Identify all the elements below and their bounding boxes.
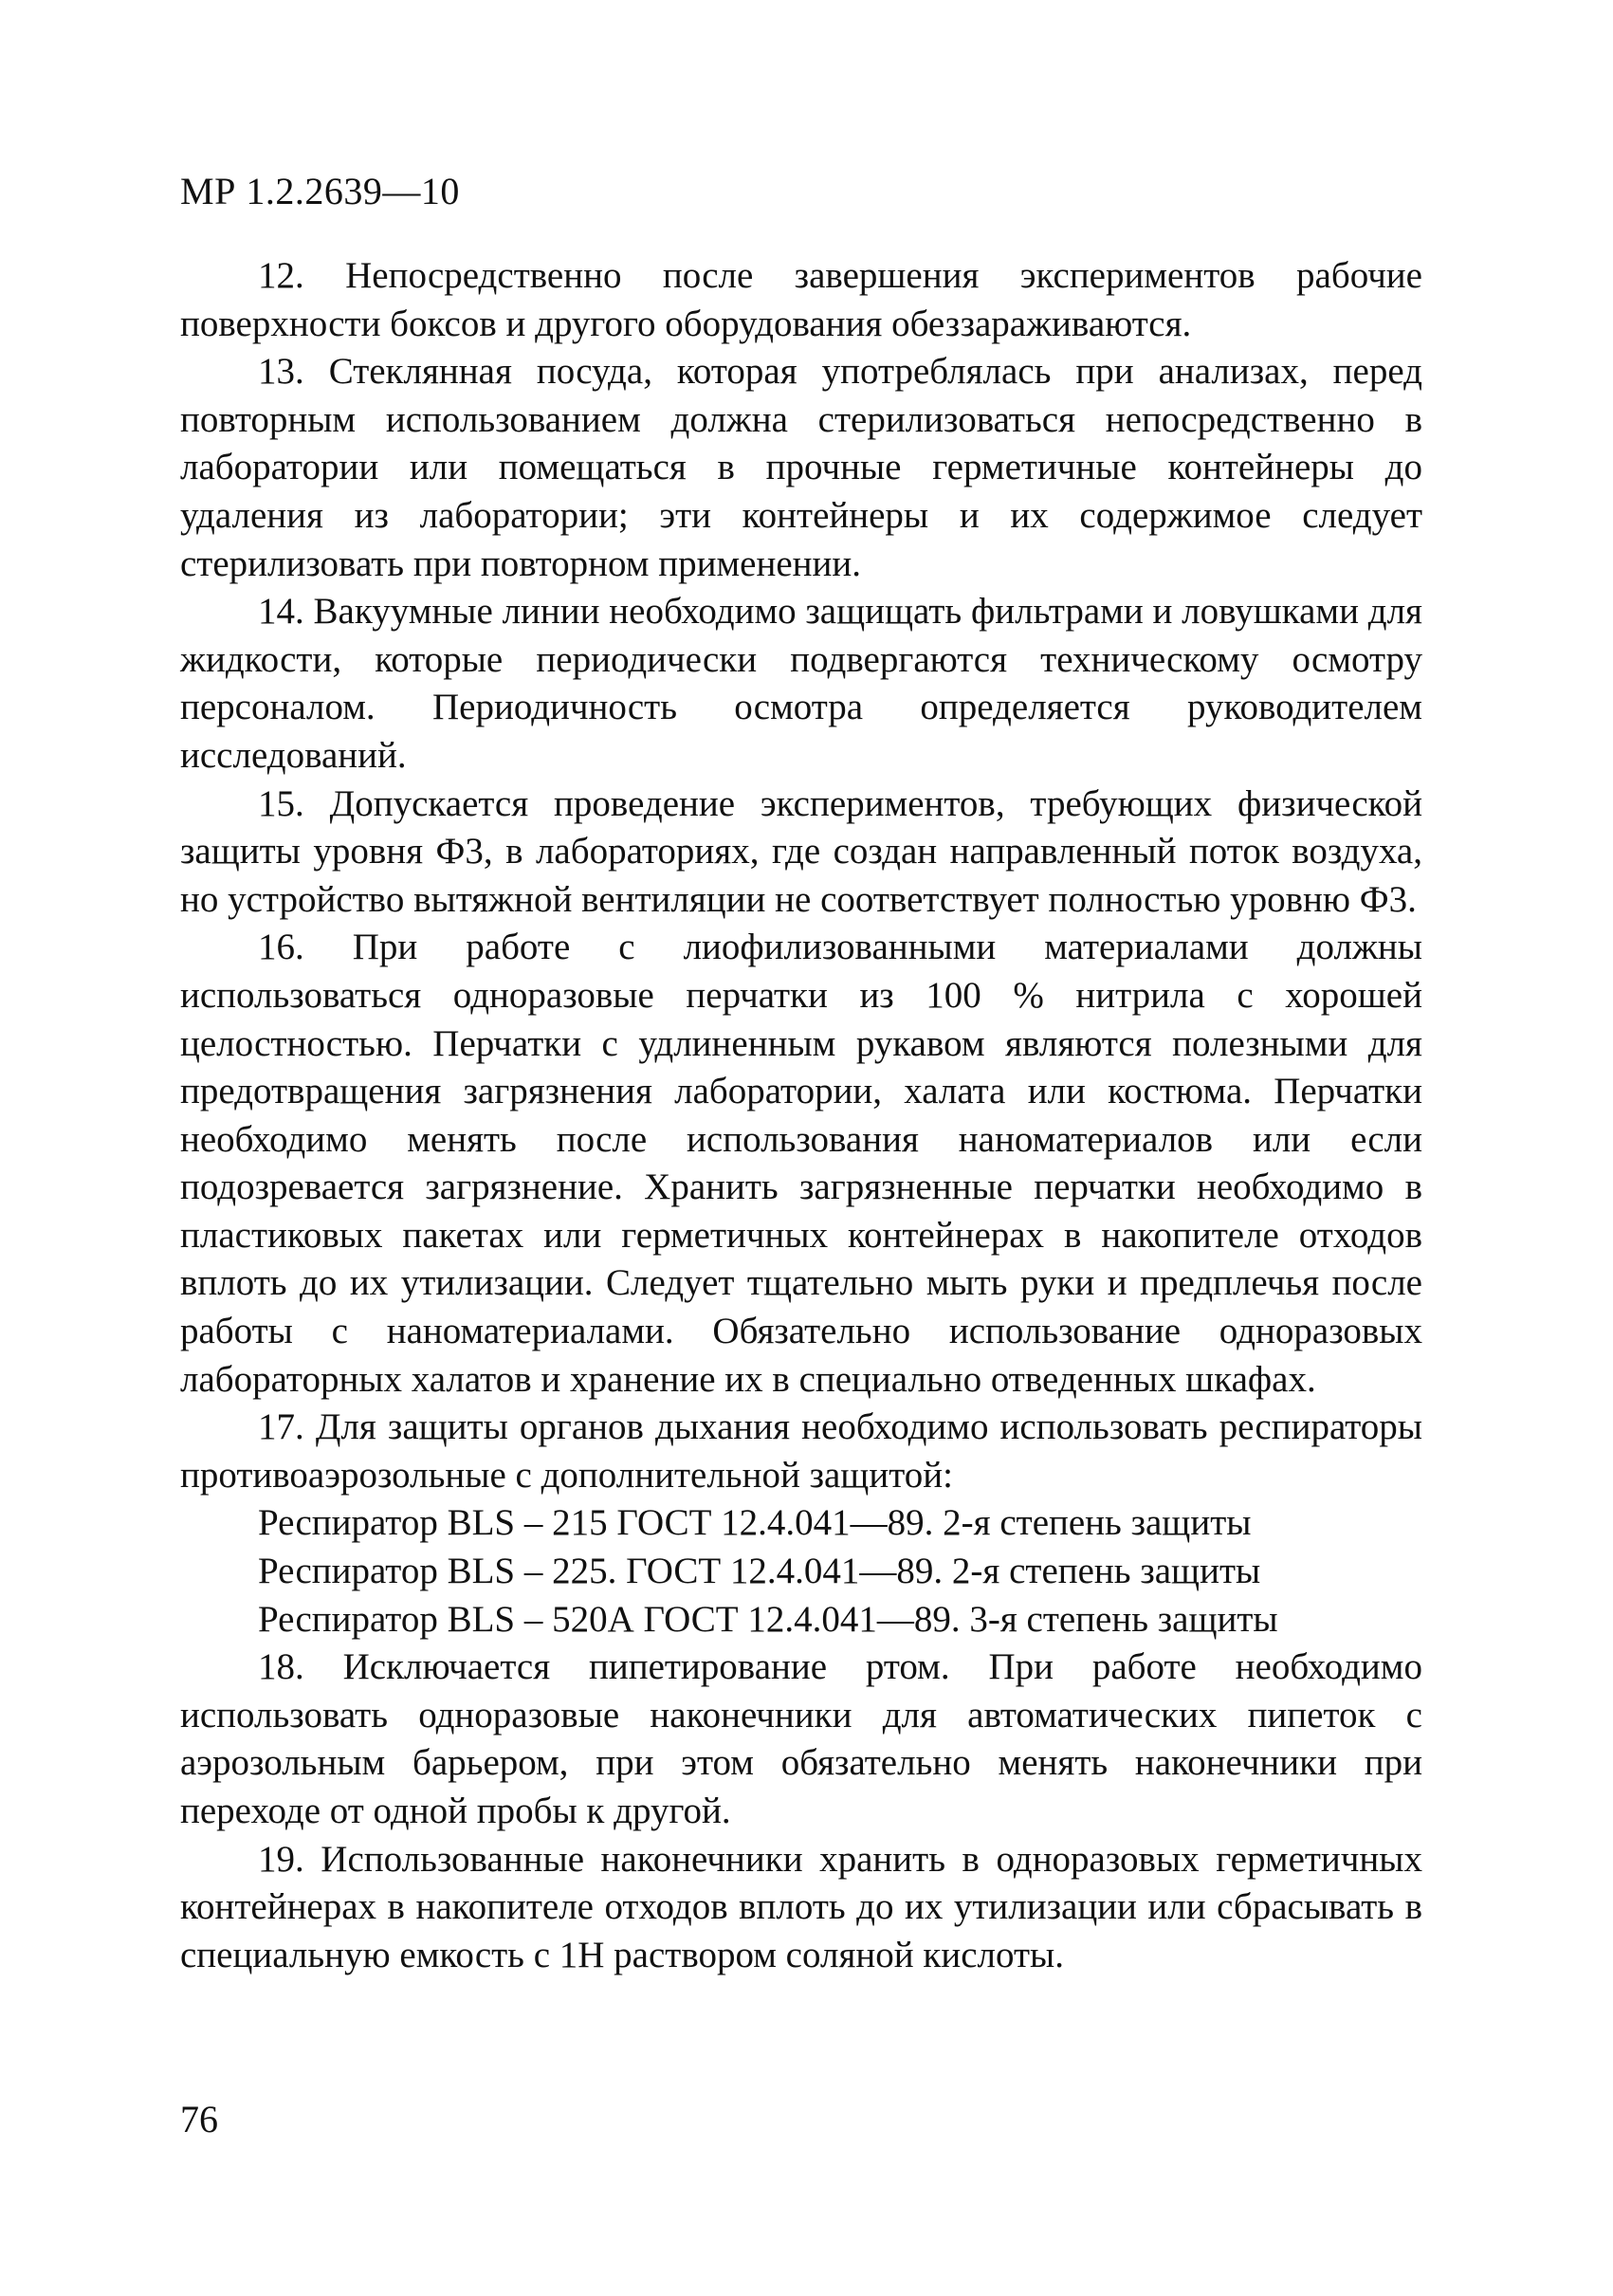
document-code-header: МР 1.2.2639—10 (180, 170, 460, 212)
respirator-line-3: Респиратор BLS – 520А ГОСТ 12.4.041—89. 3-я степень защиты (258, 1598, 1278, 1640)
respirator-line-2: Респиратор BLS – 225. ГОСТ 12.4.041—89. 2-я степень защиты (258, 1551, 1261, 1592)
document-body (180, 252, 1422, 1979)
paragraph-18: 18. Исключается пипетирование ртом. При работе необходимо использовать одноразовые наконечники для автоматических пипеток с аэрозольным барьером, при этом обязательно менять наконечники при переходе от одной пробы к другой. (180, 1646, 1422, 1831)
paragraph-17: 17. Для защиты органов дыхания необходимо использовать респираторы противоаэрозольные с дополнительной защитой: (180, 1406, 1422, 1496)
paragraph-16: 16. При работе с лиофилизованными материалами должны использоваться одноразовые перчатки из 100 % нитрила с хорошей целостностью. Перчатки с удлиненным рукавом являются полезными для предотвращения загрязнения лаборатории, халата или костюма. Перчатки необходимо менять после использования наноматериалов или если подозревается загрязнение. Хранить загрязненные перчатки необходимо в пластиковых пакетах или герметичных контейнерах в накопителе отходов вплоть до их утилизации. Следует тщательно мыть руки и предплечья после работы с наноматериалами. Обязательно использование одноразовых лабораторных халатов и хранение их в специально отведенных шкафах. (180, 927, 1422, 1400)
paragraph-14: 14. Вакуумные линии необходимо защищать фильтрами и ловушками для жидкости, которые периодически подвергаются техническому осмотру персоналом. Периодичность осмотра определяется руководителем исследований. (180, 591, 1422, 776)
paragraph-13: 13. Стеклянная посуда, которая употреблялась при анализах, перед повторным использованием должна стерилизоваться непосредственно в лаборатории или помещаться в прочные герметичные контейнеры до удаления из лаборатории; эти контейнеры и их содержимое следует стерилизовать при повторном применении. (180, 351, 1422, 584)
paragraph-12: 12. Непосредственно после завершения экспериментов рабочие поверхности боксов и другого оборудования обеззараживаются. (180, 255, 1422, 344)
paragraph-19: 19. Использованные наконечники хранить в одноразовых герметичных контейнерах в накопителе отходов вплоть до их утилизации или сбрасывать в специальную емкость с 1Н раствором соляной кислоты. (180, 1838, 1422, 1975)
paragraph-15: 15. Допускается проведение экспериментов, требующих физической защиты уровня Ф3, в лабораториях, где создан направленный поток воздуха, но устройство вытяжной вентиляции не соответствует полностью уровню Ф3. (180, 782, 1422, 920)
page-number: 76 (180, 2098, 218, 2140)
respirator-line-1: Респиратор BLS – 215 ГОСТ 12.4.041—89. 2-я степень защиты (258, 1502, 1252, 1544)
